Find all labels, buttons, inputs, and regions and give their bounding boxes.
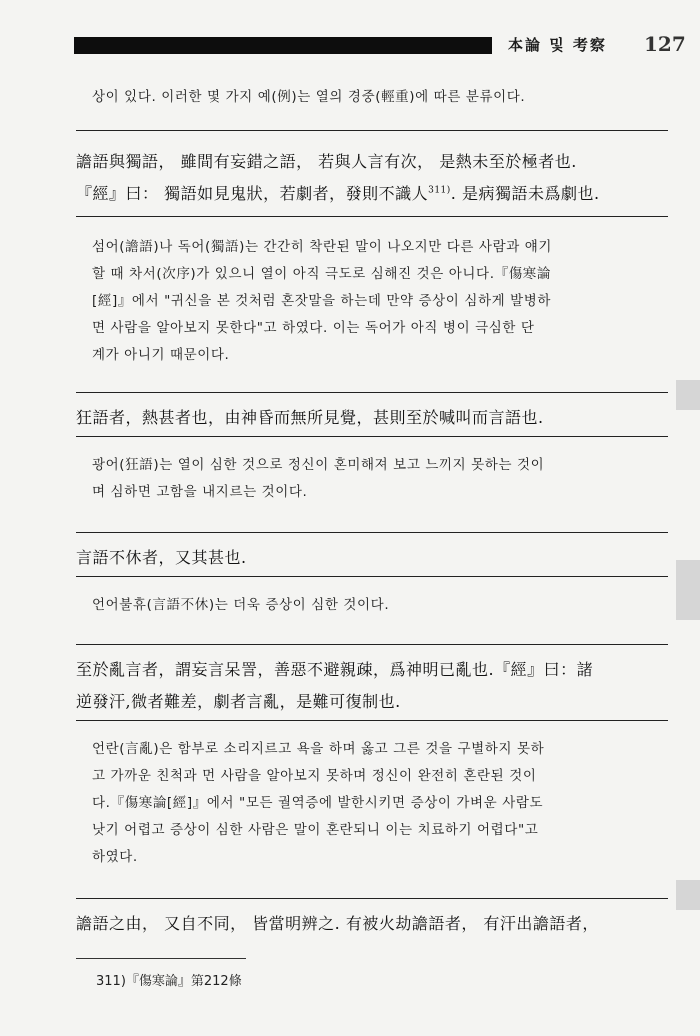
section-rule [76, 532, 668, 533]
classical-text-line: 狂語者，熱甚者也，由神昏而無所見覺，甚則至於喊叫而言語也. [76, 408, 544, 427]
korean-text-line: [經]』에서 "귀신을 본 것처럼 혼잣말을 하는데 만약 증상이 심하게 발병하 [92, 293, 552, 309]
korean-text-line: 고 가까운 친척과 먼 사람을 알아보지 못하며 정신이 완전히 혼란된 것이 [92, 768, 537, 784]
bleed-through-shadow [676, 560, 700, 620]
header-black-bar [74, 37, 492, 54]
korean-text-line: 언란(言亂)은 함부로 소리지르고 욕을 하며 옳고 그른 것을 구별하지 못하 [92, 741, 545, 757]
korean-text-line: 계가 아니기 때문이다. [92, 347, 230, 363]
intro-line: 상이 있다. 이러한 몇 가지 예(例)는 열의 경중(輕重)에 따른 분류이다. [92, 89, 526, 105]
section-rule [76, 130, 668, 131]
korean-text-line: 광어(狂語)는 열이 심한 것으로 정신이 혼미해져 보고 느끼지 못하는 것이 [92, 457, 545, 473]
korean-text-line: 다.『傷寒論[經]』에서 "모든 궐역증에 발한시키면 증상이 가벼운 사람도 [92, 795, 544, 811]
footnote: 311)『傷寒論』第212條 [96, 974, 242, 989]
section-rule [76, 898, 668, 899]
classical-text-line: 言語不休者，又其甚也. [76, 548, 247, 567]
korean-text-line: 면 사람을 알아보지 못한다"고 하였다. 이는 독어가 아직 병이 극심한 단 [92, 320, 535, 336]
section-rule [76, 216, 668, 217]
korean-text-line: 낫기 어렵고 증상이 심한 사람은 말이 혼란되니 이는 치료하기 어렵다"고 [92, 822, 539, 838]
korean-text-line: 하였다. [92, 849, 138, 865]
section-rule [76, 436, 668, 437]
korean-text-line: 섬어(譫語)나 독어(獨語)는 간간히 착란된 말이 나오지만 다른 사람과 얘기 [92, 239, 553, 255]
section-rule [76, 644, 668, 645]
classical-text-line: 『經』曰： 獨語如見鬼狀，若劇者，發則不識人$^{311)}$. 是病獨語未爲劇也. [76, 184, 600, 203]
footnote-ref: 311) [428, 185, 451, 196]
bleed-through-shadow [676, 380, 700, 410]
korean-text-line: 며 심하면 고함을 내지르는 것이다. [92, 484, 308, 500]
classical-text-line: 譫語之由， 又自不同， 皆當明辨之. 有被火劫譫語者， 有汗出譫語者， [76, 914, 599, 933]
running-header [0, 28, 700, 62]
page-number: 127 [644, 32, 686, 56]
footnote-rule [76, 958, 246, 959]
classical-text-line: 譫語與獨語， 雖間有妄錯之語， 若與人言有次， 是熱未至於極者也. [76, 152, 577, 171]
bleed-through-shadow [676, 880, 700, 910]
section-rule [76, 720, 668, 721]
header-title: 本論 및 考察 [508, 36, 607, 54]
korean-text-line: 할 때 차서(次序)가 있으니 열이 아직 극도로 심해진 것은 아니다.『傷寒論 [92, 266, 551, 282]
classical-text-line: 至於亂言者，謂妄言呆詈，善惡不避親疎，爲神明已亂也.『經』曰：諸 [76, 660, 594, 679]
korean-text-line: 언어불휴(言語不休)는 더욱 증상이 심한 것이다. [92, 597, 390, 613]
section-rule [76, 576, 668, 577]
classical-text-line: 逆發汗,微者難差，劇者言亂，是難可復制也. [76, 692, 401, 711]
section-rule [76, 392, 668, 393]
